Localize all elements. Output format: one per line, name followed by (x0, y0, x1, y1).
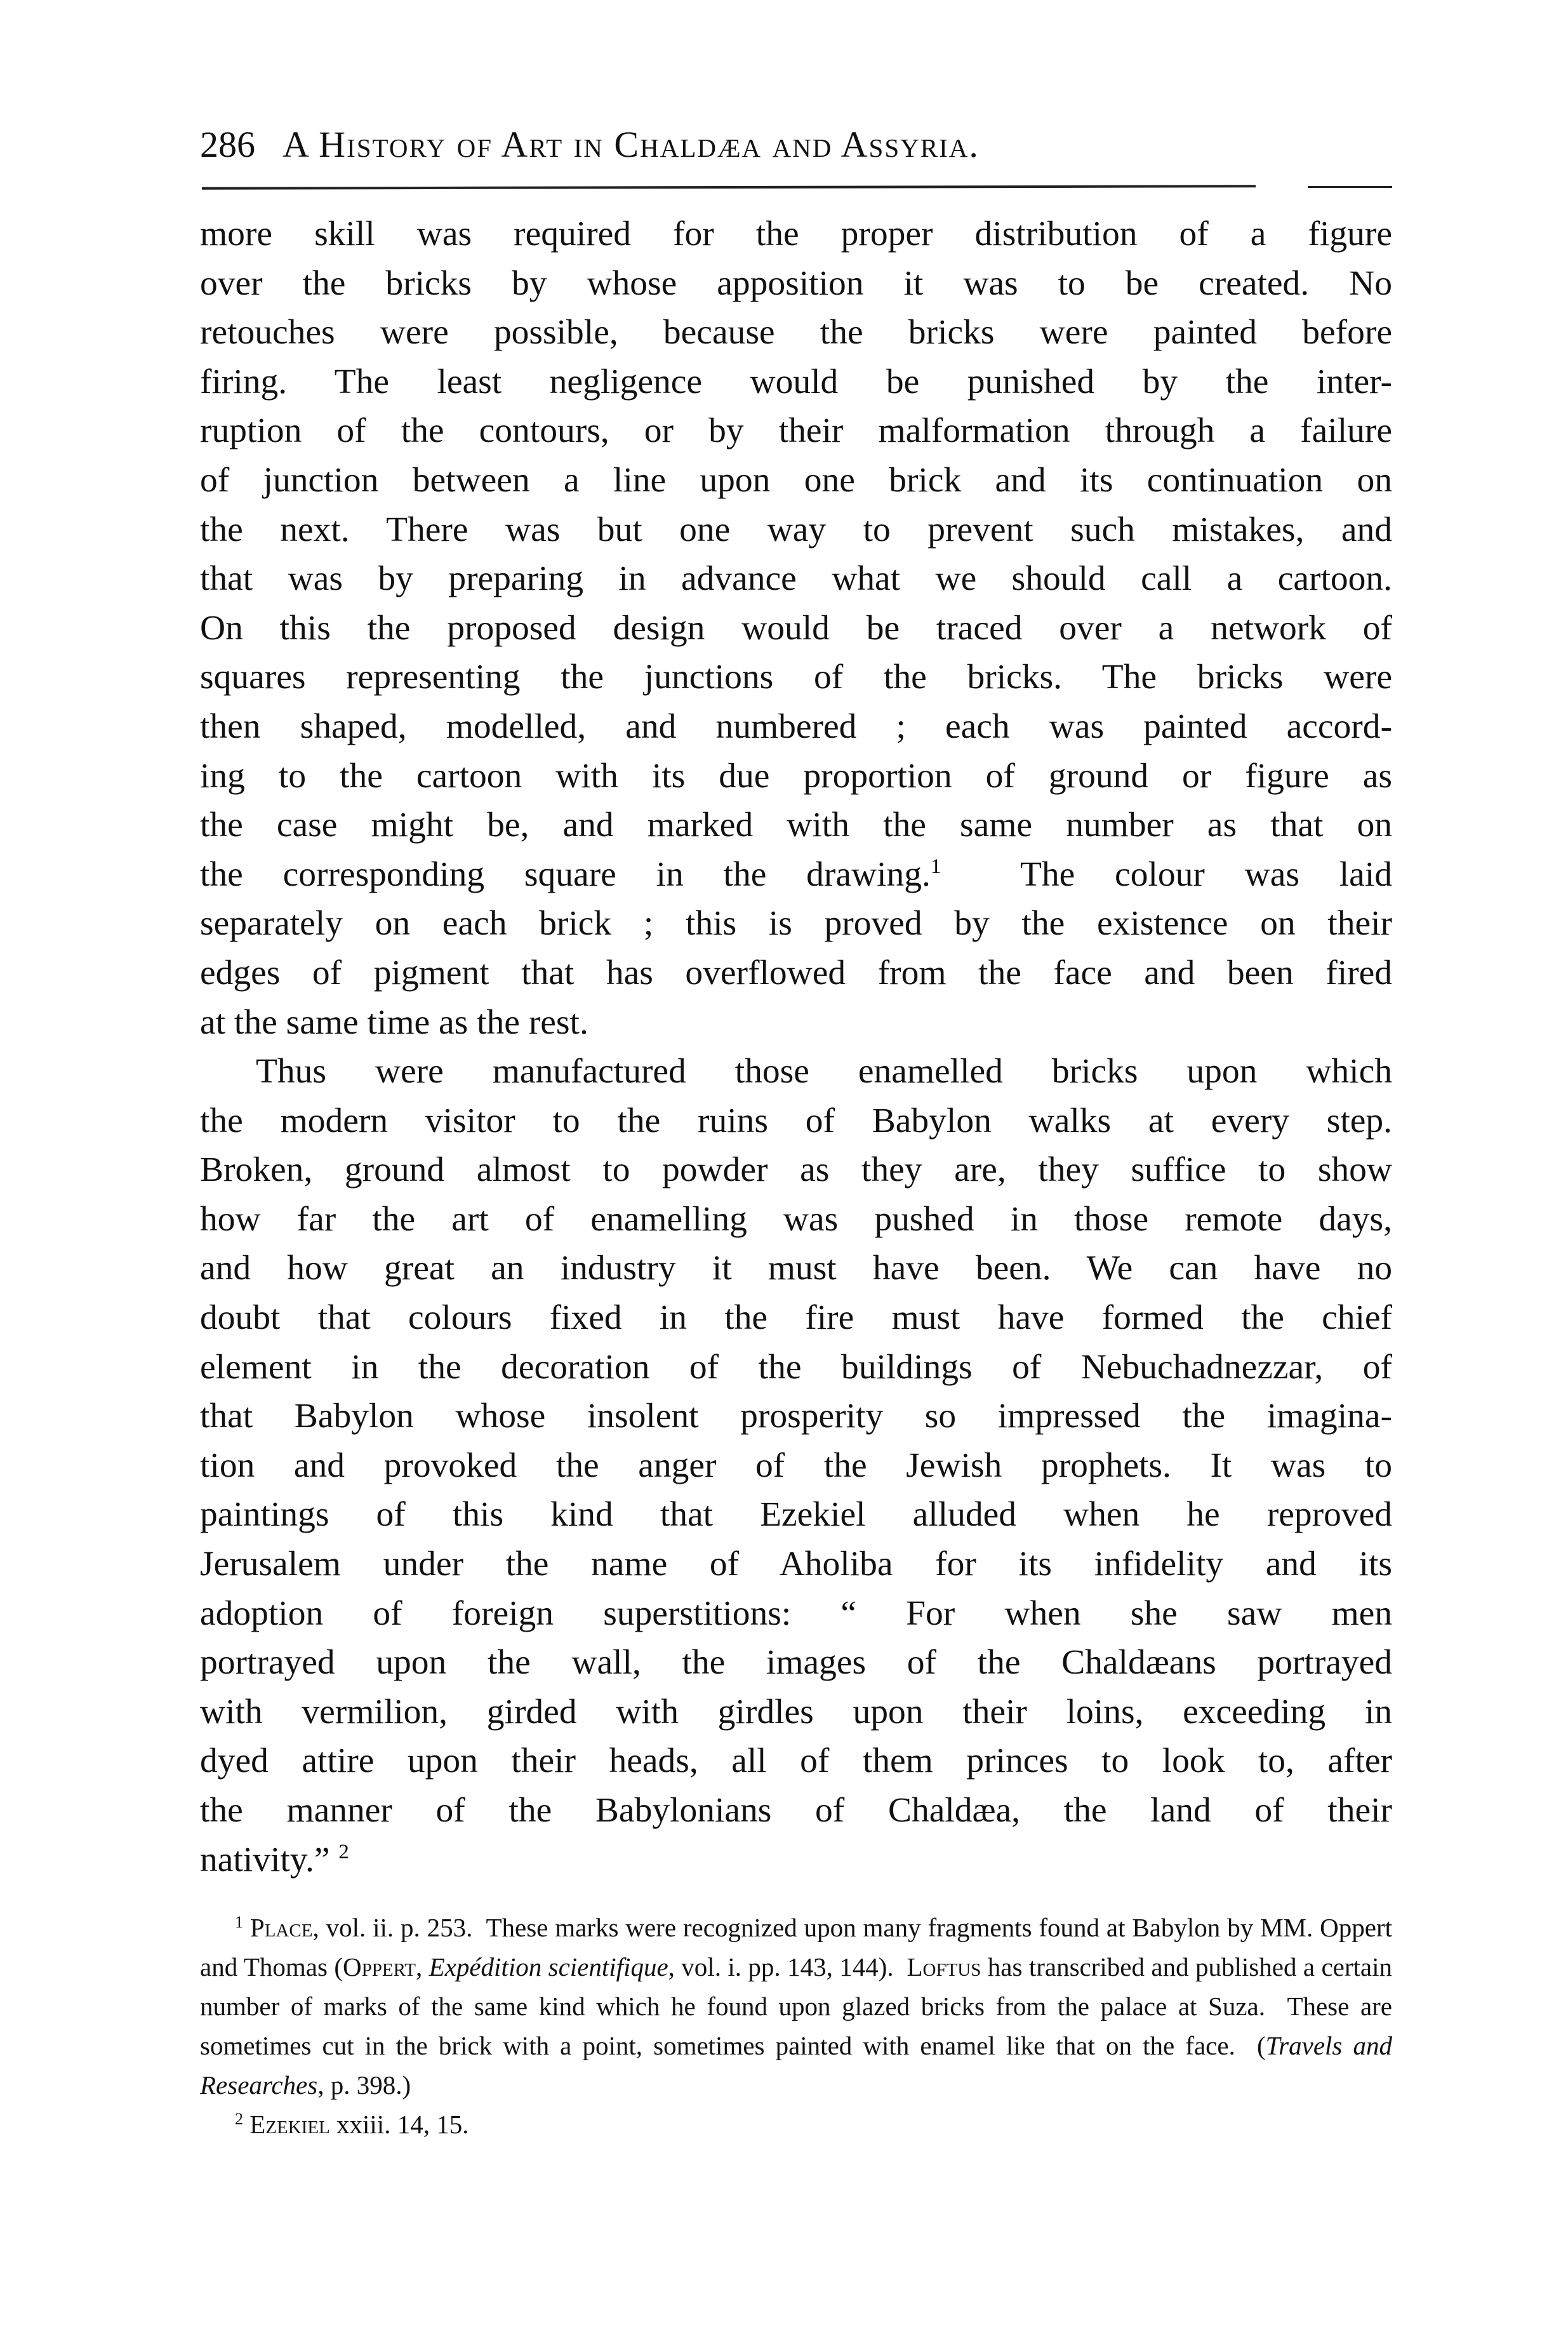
text-line: and how great an industry it must have been. We can have no (200, 1249, 1392, 1288)
text-line: at the same time as the rest. (200, 1002, 588, 1042)
text-line: the case might be, and marked with the same number as that on (200, 806, 1392, 845)
text-line: squares representing the junctions of the bricks. The bricks were (200, 658, 1392, 697)
text-line: element in the decoration of the buildings of Nebuchadnezzar, of (200, 1347, 1392, 1387)
text-line: more skill was required for the proper distribution of a figure (200, 215, 1392, 253)
text-line: edges of pigment that has overflowed from the face and been fired (200, 953, 1392, 992)
footnotes (200, 1908, 1399, 2144)
footnote-author: Loftus (907, 1952, 981, 1981)
header-rule (202, 185, 1256, 189)
footnote-text: , vol. ii. p. 253. These marks were recognized upon many fragments found at Babylon by MM. Oppert and Thomas ( (200, 1913, 1399, 1981)
text-line: Broken, ground almost to powder as they are, they suffice to show (200, 1150, 1392, 1190)
footnote-1: $^1$ Place, vol. ii. p. 253. These marks were recognized upon many fragments found at Babylon by MM. Oppert and Thomas (Oppert, Expédition scientifique, vol. i. pp. 143, 144). Loftus has transcribed and published a certain number of marks of the same kind which he found upon glazed bricks from the palace at Suza. These are sometimes cut in the brick with a point, sometimes painted with enamel like that on the face. (Travels and Researches, p. 398.) (200, 1913, 1399, 2100)
footnote-ref-1[interactable]: 1 (930, 855, 941, 878)
footnote-number: 2 (235, 2110, 243, 2128)
text-line: separately on each brick ; this is proved by the existence on their (200, 904, 1392, 943)
footnote-text: xxiii. 14, 15. (329, 2110, 469, 2139)
text-line: the modern visitor to the ruins of Babylon walks at every step. (200, 1101, 1392, 1140)
text-line: over the bricks by whose apposition it was to be created. No (200, 263, 1392, 303)
running-title: A History of Art in Chaldæa and Assyria. (282, 124, 980, 165)
main-text (200, 210, 1392, 1884)
footnote-number: 1 (235, 1913, 243, 1931)
text-line: of junction between a line upon one brick and its continuation on (200, 460, 1392, 500)
text-line: ruption of the contours, or by their malformation through a failure (200, 411, 1392, 451)
footnote-work-title: Expédition scientifique (429, 1952, 668, 1981)
paragraph-1 (200, 210, 1392, 1047)
footnote-2 (200, 2105, 1392, 2144)
text-line: On this the proposed design would be traced over a network of (200, 608, 1392, 648)
text-line: paintings of this kind that Ezekiel alluded when he reproved (200, 1495, 1392, 1535)
footnote-ref-2[interactable]: 2 (338, 1840, 349, 1863)
footnote-text: , p. 398.) (317, 2070, 411, 2100)
text-fragment: nativity.” (200, 1840, 330, 1879)
text-line: portrayed upon the wall, the images of the Chaldæans portrayed (200, 1643, 1392, 1682)
footnote-text: , vol. i. pp. 143, 144). (668, 1952, 907, 1981)
text-fragment: The colour was laid (941, 855, 1392, 894)
footnote-author: Oppert (343, 1952, 416, 1981)
text-line: retouches were possible, because the bricks were painted before (200, 313, 1392, 352)
text-line: with vermilion, girded with girdles upon their loins, exceeding in (200, 1692, 1392, 1731)
text-line: dyed attire upon their heads, all of them princes to look to, after (200, 1741, 1392, 1781)
text-line: Jerusalem under the name of Aholiba for its infidelity and its (200, 1545, 1392, 1584)
text-line: how far the art of enamelling was pushed in those remote days, (200, 1199, 1392, 1239)
footnote-author: Place (249, 1913, 313, 1942)
text-line: the next. There was but one way to prevent such mistakes, and (200, 510, 1392, 549)
text-line: firing. The least negligence would be punished by the inter- (200, 362, 1392, 401)
text-line: that Babylon whose insolent prosperity so impressed the imagina- (200, 1397, 1392, 1436)
footnote-author: Ezekiel (249, 2110, 330, 2139)
footnote-text: has transcribed and published a certain number of marks of the same kind which he found upon glazed bricks from the palace at Suza. These are sometimes cut in the brick with a point, sometimes painted with enamel like that on the face. ( (200, 1952, 1399, 2060)
text-line: tion and provoked the anger of the Jewish prophets. It was to (200, 1446, 1392, 1485)
running-header (200, 119, 1393, 170)
page-number: 286 (200, 124, 255, 165)
text-line: adoption of foreign superstitions: “ For when she saw men (200, 1594, 1392, 1633)
footnote-work-title: Travels and Researches (200, 2031, 1392, 2100)
text-line: doubt that colours fixed in the fire must have formed the chief (200, 1298, 1392, 1338)
header-rule-tail (1308, 186, 1392, 188)
text-line: Thus were manufactured those enamelled bricks upon which (256, 1052, 1392, 1091)
text-line: ing to the cartoon with its due proportion of ground or figure as (200, 756, 1392, 796)
text-line: that was by preparing in advance what we should call a cartoon. (200, 559, 1392, 599)
text-line: then shaped, modelled, and numbered ; each was painted accord- (200, 707, 1392, 746)
text-line-with-footnote-ref (200, 1835, 1392, 1885)
text-line: the manner of the Babylonians of Chaldæa, the land of their (200, 1791, 1392, 1830)
paragraph-2 (200, 1047, 1392, 1884)
text-fragment: the corresponding square in the drawing. (200, 855, 931, 894)
text-line-with-footnote-ref (200, 850, 1392, 900)
